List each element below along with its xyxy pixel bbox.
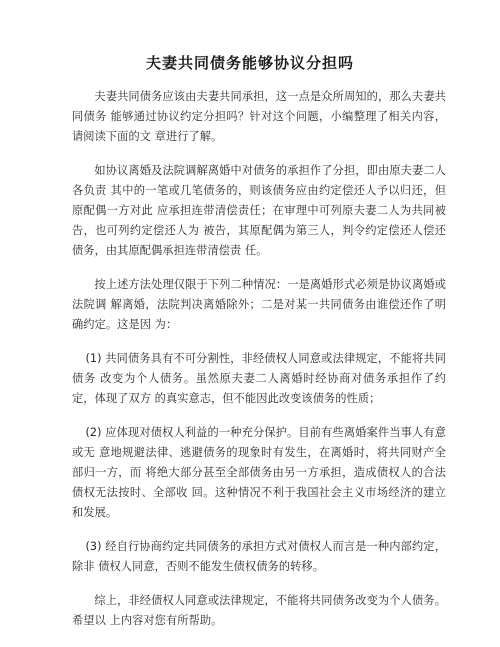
document-title: 夫妻共同债务能够协议分担吗 (145, 54, 354, 72)
paragraph-conditions: 按上述方法处理仅限于下列二种情况：一是离婚形式必须是协议离婚或法院调 解离婚，法院判决离婚除外；二是对某一共同债务由谁偿还作了明确约定。这是因 为： (72, 278, 446, 331)
paragraph-reason-1: (1) 共同债务具有不可分割性，非经债权人同意或法律规定，不能将共同债务 改变为个人债务。虽然原夫妻二人离婚时经协商对债务承担作了约定，体现了双方 的真实意志，但不能因此改变该债务的性质； (72, 352, 446, 405)
paragraph-intro: 夫妻共同债务应该由夫妻共同承担，这一点是众所周知的，那么夫妻共同债务 能够通过协议约定分担吗？针对这个问题，小编整理了相关内容，请阅读下面的文 章进行了解。 (72, 90, 446, 143)
paragraph-agreement: 如协议离婚及法院调解离婚中对债务的承担作了分担，即由原夫妻二人各负责 其中的一笔或几笔债务的，则该债务应由约定偿还人予以归还，但原配偶一方对此 应承担连带清偿责任；在审理中可列原夫妻二人为共同被告，也可列约定偿还人为 被告，其原配偶为第三人，判令约定偿还人偿还债务，由其原配偶承担连带清偿责 任。 (72, 164, 446, 257)
paragraph-reason-2: (2) 应体现对债权人利益的一种充分保护。目前有些离婚案件当事人有意或无 意地规避法律、逃避债务的现象时有发生，在离婚时，将共同财产全部归一方，而 将绝大部分甚至全部债务由另一方承担，造成债权人的合法债权无法按时、全部收 回。这种情况不利于我国社会主义市场经济的建立和发展。 (72, 426, 446, 519)
paragraph-reason-3: (3) 经自行协商约定共同债务的承担方式对债权人而言是一种内部约定，除非 债权人同意，否则不能发生债权债务的转移。 (72, 540, 446, 573)
paragraph-conclusion: 综上，非经债权人同意或法律规定，不能将共同债务改变为个人债务。希望以 上内容对您有所帮助。 (72, 594, 446, 627)
